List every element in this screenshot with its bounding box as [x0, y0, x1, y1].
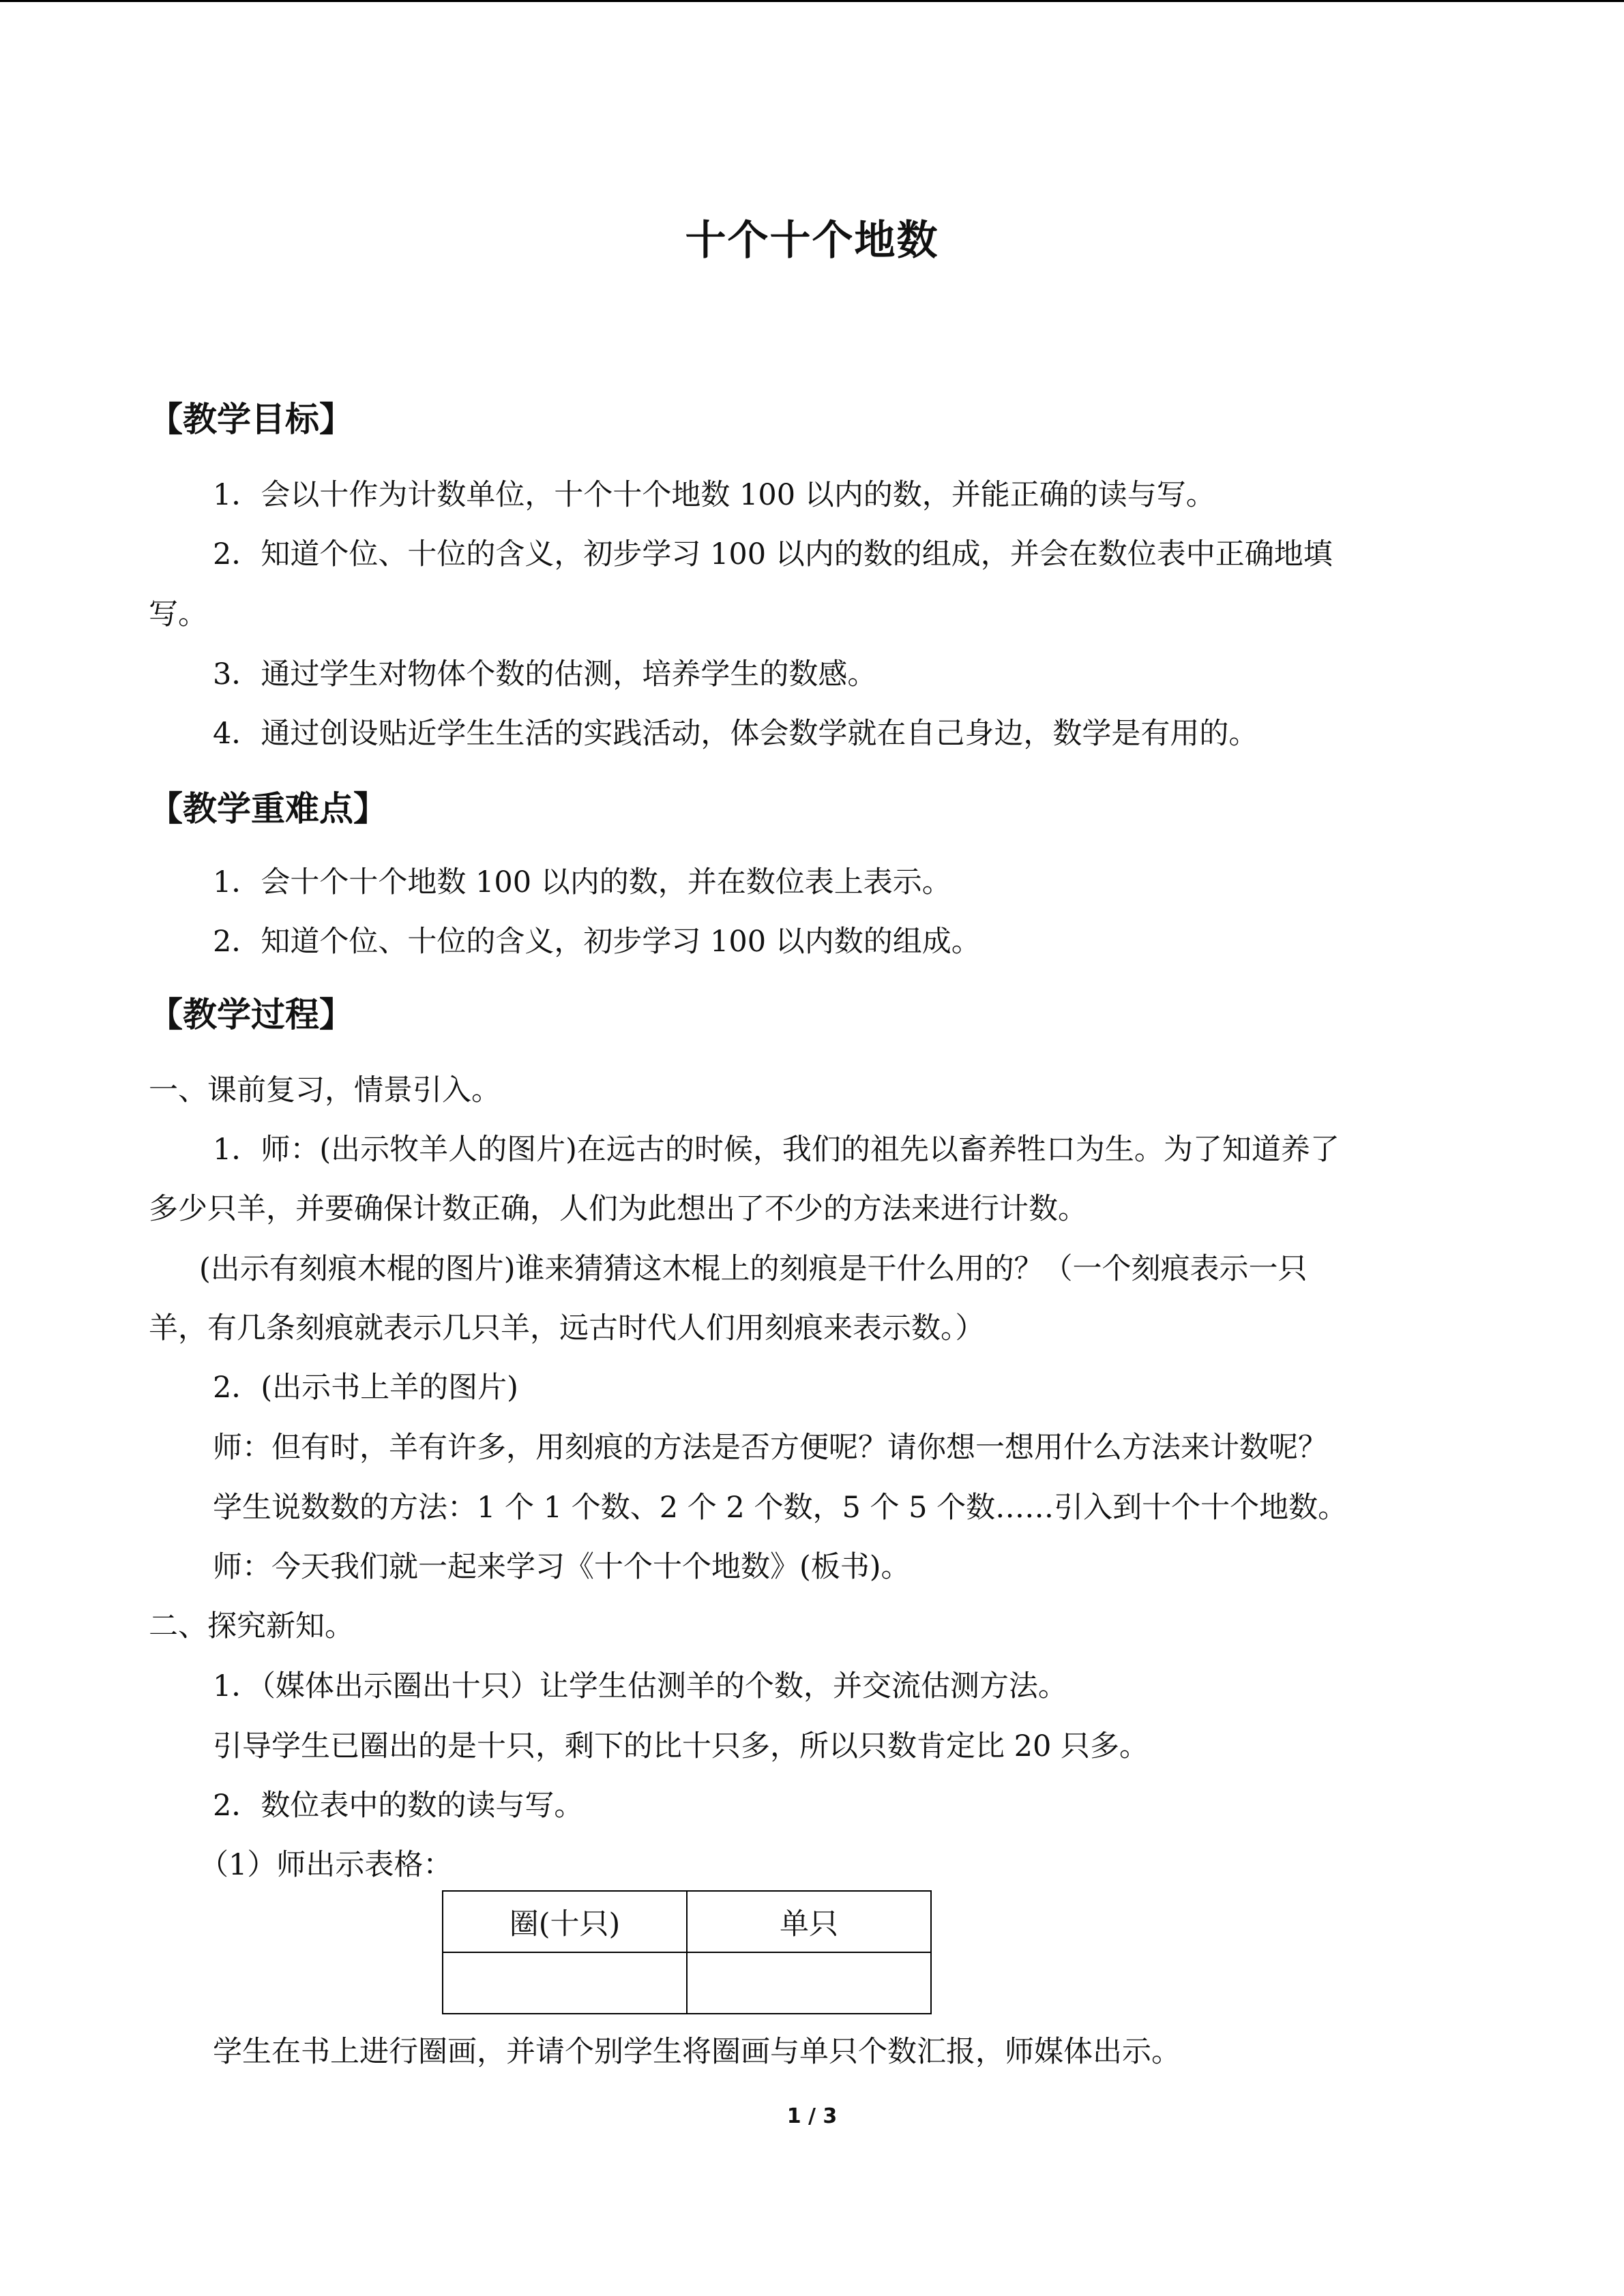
process-line-3: 多少只羊，并要确保计数正确，人们为此想出了不少的方法来进行计数。 [149, 1192, 1087, 1226]
page-title: 十个十个地数 [685, 217, 939, 265]
process-line-11: 1．（媒体出示圈出十只）让学生估测羊的个数，并交流估测方法。 [213, 1669, 1067, 1703]
process-line-5: 羊，有几条刻痕就表示几只羊，远古时代人们用刻痕来表示数。） [149, 1311, 985, 1345]
objective-item-4: 4．通过创设贴近学生生活的实践活动，体会数学就在自己身边，数学是有用的。 [213, 717, 1258, 751]
table-header-cell: 圈(十只) [443, 1891, 687, 1952]
process-line-9: 师：今天我们就一起来学习《十个十个地数》(板书)。 [213, 1550, 911, 1584]
top-border-rule [0, 0, 1624, 2]
process-line-12: 引导学生已圈出的是十只，剩下的比十只多，所以只数肯定比 20 只多。 [213, 1729, 1149, 1763]
process-line-6: 2．(出示书上羊的图片) [213, 1371, 518, 1405]
page-number: 1 / 3 [786, 2104, 838, 2128]
process-line-10: 二、探究新知。 [149, 1609, 354, 1643]
objective-item-2: 2．知道个位、十位的含义，初步学习 100 以内的数的组成，并会在数位表中正确地填 [213, 537, 1333, 571]
heading-process: 【教学过程】 [149, 995, 353, 1034]
process-line-4: (出示有刻痕木棍的图片)谁来猜猜这木棍上的刻痕是干什么用的？（一个刻痕表示一只 [199, 1252, 1308, 1286]
table-header-cell: 单只 [687, 1891, 931, 1952]
key-point-item-2: 2．知道个位、十位的含义，初步学习 100 以内数的组成。 [213, 925, 981, 959]
objective-item-3: 3．通过学生对物体个数的估测，培养学生的数感。 [213, 657, 877, 691]
table-row [443, 1952, 931, 2014]
heading-key-points: 【教学重难点】 [149, 789, 387, 829]
key-point-item-1: 1．会十个十个地数 100 以内的数，并在数位表上表示。 [213, 865, 951, 899]
process-after-table: 学生在书上进行圈画，并请个别学生将圈画与单只个数汇报，师媒体出示。 [213, 2035, 1181, 2069]
process-line-1: 一、课前复习，情景引入。 [149, 1073, 501, 1107]
table-cell [687, 1952, 931, 2014]
process-line-13: 2．数位表中的数的读与写。 [213, 1789, 584, 1823]
table-header-row [443, 1891, 931, 1952]
heading-objectives: 【教学目标】 [149, 400, 353, 439]
process-line-14: （1）师出示表格： [199, 1848, 453, 1882]
process-line-8: 学生说数数的方法：1 个 1 个数、2 个 2 个数，5 个 5 个数……引入到十个十个地数。 [213, 1491, 1348, 1525]
table-cell [443, 1952, 687, 2014]
objective-item-2-cont: 写。 [149, 597, 207, 631]
process-line-2: 1．师：(出示牧羊人的图片)在远古的时候，我们的祖先以畜养牲口为生。为了知道养了 [213, 1133, 1340, 1167]
process-line-7: 师：但有时，羊有许多，用刻痕的方法是否方便呢？请你想一想用什么方法来计数呢？ [213, 1431, 1327, 1465]
place-value-table [442, 1890, 932, 2014]
objective-item-1: 1．会以十作为计数单位，十个十个地数 100 以内的数，并能正确的读与写。 [213, 478, 1215, 512]
